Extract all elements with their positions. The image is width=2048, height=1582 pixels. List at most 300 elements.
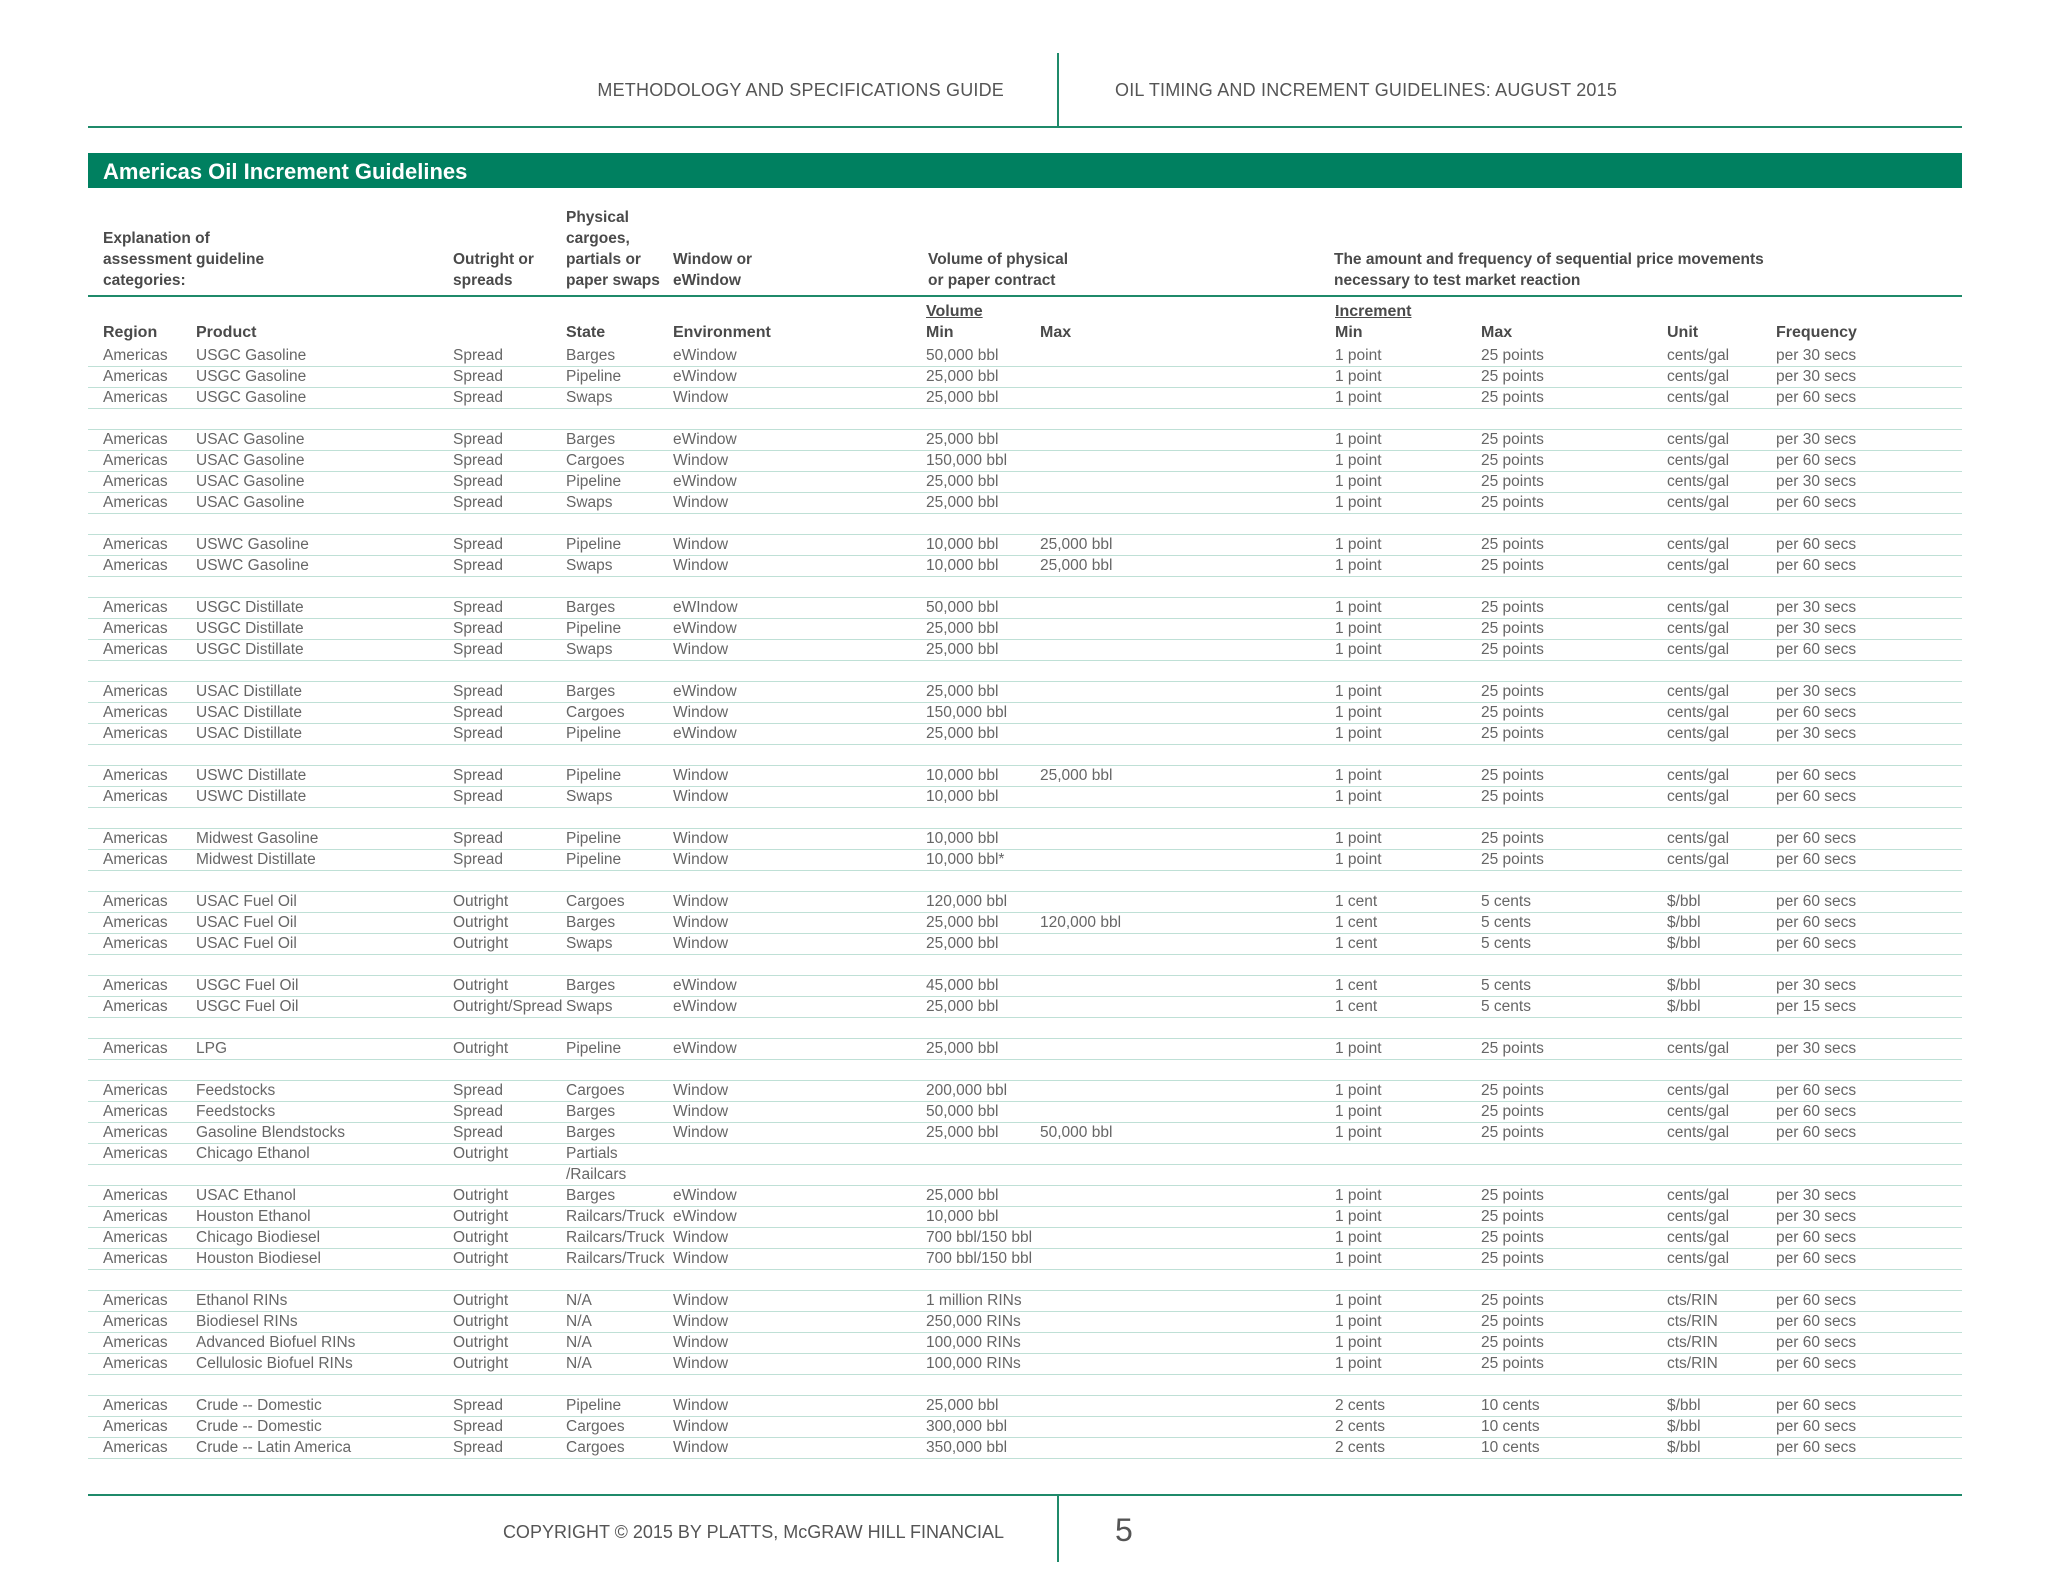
cell-increment-max: 5 cents: [1481, 998, 1531, 1015]
cell-product: USAC Gasoline: [196, 452, 305, 469]
cell-state: Pipeline: [566, 620, 622, 637]
cell-outright: Spread: [453, 704, 503, 721]
cell-outright: Spread: [453, 557, 503, 574]
cell-increment-max: 25 points: [1481, 1082, 1544, 1099]
cell-product: Crude -- Domestic: [196, 1397, 322, 1414]
cell-product: Chicago Biodiesel: [196, 1229, 321, 1246]
cell-unit: cents/gal: [1667, 1082, 1730, 1099]
amount-header: [1334, 249, 1764, 291]
cell-increment-min: 1 point: [1335, 1082, 1382, 1099]
cell-product: USGC Distillate: [196, 599, 304, 616]
volume-header: [928, 249, 1068, 291]
cell-product: LPG: [196, 1040, 228, 1057]
cell-environment: Window: [673, 1292, 729, 1309]
cell-region: Americas: [103, 347, 168, 364]
physical-line: partials or: [566, 251, 641, 268]
table-row: [88, 892, 1962, 913]
cell-increment-max: 25 points: [1481, 1292, 1544, 1309]
cell-unit: $/bbl: [1667, 914, 1701, 931]
cell-state: Swaps: [566, 494, 613, 511]
cell-unit: cts/RIN: [1667, 1313, 1718, 1330]
col-unit: Unit: [1667, 324, 1699, 341]
cell-state: Pipeline: [566, 1397, 622, 1414]
cell-state: Pipeline: [566, 725, 622, 742]
cell-state: Pipeline: [566, 830, 622, 847]
cell-volume-max: 120,000 bbl: [1040, 914, 1122, 931]
cell-outright: Spread: [453, 1103, 503, 1120]
cell-unit: cents/gal: [1667, 1040, 1730, 1057]
table-spacer-row: [88, 1375, 1962, 1396]
cell-volume-min: 150,000 bbl: [926, 704, 1008, 721]
cell-region: Americas: [103, 641, 168, 658]
cell-product: USGC Distillate: [196, 641, 304, 658]
cell-outright: Spread: [453, 431, 503, 448]
cell-increment-min: 1 point: [1335, 452, 1382, 469]
cell-increment-max: 10 cents: [1481, 1439, 1540, 1456]
cell-frequency: per 60 secs: [1776, 641, 1857, 658]
cell-increment-max: 5 cents: [1481, 977, 1531, 994]
table-row: [88, 346, 1962, 367]
cell-product: USGC Gasoline: [196, 368, 307, 385]
cell-increment-min: 1 point: [1335, 1334, 1382, 1351]
footer-rule: [88, 1494, 1962, 1496]
cell-region: Americas: [103, 1250, 168, 1267]
physical-header: [566, 207, 660, 291]
cell-increment-max: 25 points: [1481, 389, 1544, 406]
cell-environment: eWindow: [673, 620, 737, 637]
cell-volume-min: 100,000 RINs: [926, 1355, 1021, 1372]
table-row: [88, 1249, 1962, 1270]
cell-increment-min: 1 point: [1335, 1355, 1382, 1372]
cell-environment: eWindow: [673, 1040, 737, 1057]
cell-increment-min: 1 point: [1335, 389, 1382, 406]
cell-outright: Outright: [453, 977, 509, 994]
cell-product: Feedstocks: [196, 1082, 276, 1099]
cell-increment-max: 25 points: [1481, 536, 1544, 553]
cell-frequency: per 30 secs: [1776, 1208, 1857, 1225]
physical-line: paper swaps: [566, 272, 660, 289]
table-row: [88, 1165, 1962, 1186]
cell-product: Midwest Distillate: [196, 851, 316, 868]
cell-environment: eWindow: [673, 1208, 737, 1225]
cell-environment: Window: [673, 830, 729, 847]
cell-increment-max: 25 points: [1481, 1229, 1544, 1246]
explanation-line: Explanation of: [103, 230, 210, 247]
cell-volume-min: 200,000 bbl: [926, 1082, 1008, 1099]
volume-line: or paper contract: [928, 272, 1056, 289]
cell-region: Americas: [103, 998, 168, 1015]
cell-frequency: per 30 secs: [1776, 1187, 1857, 1204]
header-separator: [88, 295, 1962, 297]
cell-state: Barges: [566, 1124, 616, 1141]
cell-increment-min: 1 point: [1335, 1187, 1382, 1204]
cell-volume-min: 25,000 bbl: [926, 494, 999, 511]
explanation-header: [103, 228, 264, 291]
table-row: [88, 724, 1962, 745]
cell-unit: $/bbl: [1667, 998, 1701, 1015]
table-row: [88, 1291, 1962, 1312]
cell-environment: eWIndow: [673, 599, 738, 616]
table-spacer-row: [88, 1018, 1962, 1039]
cell-region: Americas: [103, 1208, 168, 1225]
window-line: Window or: [673, 251, 753, 268]
cell-increment-max: 25 points: [1481, 431, 1544, 448]
cell-product: Crude -- Latin America: [196, 1439, 352, 1456]
cell-frequency: per 60 secs: [1776, 1334, 1857, 1351]
cell-increment-min: 1 cent: [1335, 977, 1378, 994]
cell-outright: Spread: [453, 683, 503, 700]
cell-state: Pipeline: [566, 536, 622, 553]
cell-increment-max: 25 points: [1481, 452, 1544, 469]
col-region: Region: [103, 324, 158, 341]
table-spacer-row: [88, 577, 1962, 598]
cell-state: Barges: [566, 431, 616, 448]
cell-increment-min: 1 point: [1335, 641, 1382, 658]
cell-volume-min: 10,000 bbl: [926, 788, 999, 805]
cell-volume-min: 1 million RINs: [926, 1292, 1022, 1309]
cell-state: Barges: [566, 1187, 616, 1204]
cell-environment: Window: [673, 1397, 729, 1414]
table-row: [88, 1186, 1962, 1207]
table-spacer-row: [88, 1060, 1962, 1081]
cell-increment-min: 1 point: [1335, 1313, 1382, 1330]
cell-product: USGC Gasoline: [196, 389, 307, 406]
cell-unit: cents/gal: [1667, 641, 1730, 658]
cell-unit: cts/RIN: [1667, 1292, 1718, 1309]
table-row: [88, 1081, 1962, 1102]
cell-volume-min: 150,000 bbl: [926, 452, 1008, 469]
cell-increment-min: 1 point: [1335, 830, 1382, 847]
cell-volume-max: 25,000 bbl: [1040, 767, 1113, 784]
cell-increment-max: 25 points: [1481, 704, 1544, 721]
cell-environment: eWindow: [673, 473, 737, 490]
cell-product: Chicago Ethanol: [196, 1145, 310, 1162]
table-row: [88, 850, 1962, 871]
cell-frequency: per 60 secs: [1776, 1250, 1857, 1267]
cell-region: Americas: [103, 473, 168, 490]
cell-outright: Spread: [453, 1439, 503, 1456]
cell-unit: cents/gal: [1667, 1250, 1730, 1267]
cell-environment: eWindow: [673, 977, 737, 994]
cell-frequency: per 60 secs: [1776, 1292, 1857, 1309]
cell-frequency: per 60 secs: [1776, 1355, 1857, 1372]
cell-outright: Spread: [453, 536, 503, 553]
cell-region: Americas: [103, 1439, 168, 1456]
cell-state: Barges: [566, 347, 616, 364]
cell-volume-min: 25,000 bbl: [926, 1124, 999, 1141]
cell-volume-min: 10,000 bbl: [926, 830, 999, 847]
cell-unit: $/bbl: [1667, 1439, 1701, 1456]
cell-state: Barges: [566, 977, 616, 994]
cell-state: Cargoes: [566, 1418, 625, 1435]
table-row: [88, 1123, 1962, 1144]
cell-region: Americas: [103, 536, 168, 553]
cell-increment-min: 1 point: [1335, 788, 1382, 805]
col-increment-min: Min: [1335, 324, 1363, 341]
cell-volume-max: 25,000 bbl: [1040, 536, 1113, 553]
cell-product: USAC Ethanol: [196, 1187, 296, 1204]
cell-increment-min: 1 point: [1335, 767, 1382, 784]
cell-frequency: per 30 secs: [1776, 1040, 1857, 1057]
section-title: Americas Oil Increment Guidelines: [103, 159, 468, 184]
table-row: [88, 472, 1962, 493]
cell-product: Ethanol RINs: [196, 1292, 288, 1309]
cell-frequency: per 60 secs: [1776, 1313, 1857, 1330]
cell-outright: Spread: [453, 1397, 503, 1414]
cell-unit: cents/gal: [1667, 851, 1730, 868]
cell-region: Americas: [103, 977, 168, 994]
cell-unit: cents/gal: [1667, 557, 1730, 574]
cell-outright: Outright: [453, 1208, 509, 1225]
cell-volume-min: 100,000 RINs: [926, 1334, 1021, 1351]
cell-increment-max: 25 points: [1481, 830, 1544, 847]
table-row: [88, 1417, 1962, 1438]
table-spacer-row: [88, 808, 1962, 829]
cell-increment-min: 1 point: [1335, 1292, 1382, 1309]
cell-outright: Outright: [453, 1334, 509, 1351]
cell-region: Americas: [103, 725, 168, 742]
cell-volume-min: 10,000 bbl*: [926, 851, 1005, 868]
cell-increment-min: 1 point: [1335, 725, 1382, 742]
cell-increment-max: 25 points: [1481, 620, 1544, 637]
cell-product: Houston Biodiesel: [196, 1250, 321, 1267]
cell-product: Biodiesel RINs: [196, 1313, 298, 1330]
cell-unit: $/bbl: [1667, 935, 1701, 952]
cell-frequency: per 60 secs: [1776, 1103, 1857, 1120]
cell-environment: Window: [673, 1313, 729, 1330]
outright-header: [453, 249, 534, 291]
table-row: [88, 367, 1962, 388]
cell-frequency: per 60 secs: [1776, 788, 1857, 805]
cell-increment-max: 25 points: [1481, 1103, 1544, 1120]
cell-unit: cents/gal: [1667, 452, 1730, 469]
cell-state: Railcars/Truck: [566, 1229, 665, 1246]
cell-region: Americas: [103, 1292, 168, 1309]
cell-environment: Window: [673, 1103, 729, 1120]
cell-region: Americas: [103, 1040, 168, 1057]
cell-volume-min: 25,000 bbl: [926, 935, 999, 952]
cell-frequency: per 60 secs: [1776, 1082, 1857, 1099]
cell-region: Americas: [103, 830, 168, 847]
cell-outright: Outright: [453, 1040, 509, 1057]
cell-environment: eWindow: [673, 683, 737, 700]
cell-frequency: per 30 secs: [1776, 977, 1857, 994]
cell-outright: Outright: [453, 1355, 509, 1372]
table-row: [88, 787, 1962, 808]
cell-region: Americas: [103, 1313, 168, 1330]
cell-product: Cellulosic Biofuel RINs: [196, 1355, 353, 1372]
cell-frequency: per 60 secs: [1776, 1229, 1857, 1246]
cell-state: Barges: [566, 1103, 616, 1120]
cell-state: Swaps: [566, 641, 613, 658]
cell-state: Railcars/Truck: [566, 1250, 665, 1267]
cell-state: Partials: [566, 1145, 618, 1162]
table-spacer-row: [88, 409, 1962, 430]
cell-unit: cents/gal: [1667, 1124, 1730, 1141]
cell-state: Barges: [566, 914, 616, 931]
cell-volume-min: 25,000 bbl: [926, 641, 999, 658]
cell-region: Americas: [103, 368, 168, 385]
cell-product: Crude -- Domestic: [196, 1418, 322, 1435]
table-row: [88, 997, 1962, 1018]
cell-environment: Window: [673, 536, 729, 553]
cell-unit: cents/gal: [1667, 536, 1730, 553]
cell-state: N/A: [566, 1292, 592, 1309]
cell-environment: Window: [673, 788, 729, 805]
cell-environment: Window: [673, 1250, 729, 1267]
cell-increment-max: 25 points: [1481, 1208, 1544, 1225]
cell-product: USWC Distillate: [196, 767, 307, 784]
cell-increment-max: 25 points: [1481, 368, 1544, 385]
cell-unit: cents/gal: [1667, 368, 1730, 385]
cell-volume-min: 50,000 bbl: [926, 1103, 999, 1120]
cell-frequency: per 60 secs: [1776, 935, 1857, 952]
table-row: [88, 556, 1962, 577]
page-number: 5: [1115, 1512, 1133, 1548]
cell-region: Americas: [103, 788, 168, 805]
cell-outright: Outright: [453, 1292, 509, 1309]
explanation-line: categories:: [103, 272, 186, 289]
cell-volume-min: 120,000 bbl: [926, 893, 1008, 910]
cell-outright: Spread: [453, 641, 503, 658]
cell-volume-min: 25,000 bbl: [926, 368, 999, 385]
cell-outright: Spread: [453, 599, 503, 616]
cell-outright: Spread: [453, 389, 503, 406]
table-spacer-row: [88, 745, 1962, 766]
cell-increment-min: 1 point: [1335, 1124, 1382, 1141]
cell-frequency: per 30 secs: [1776, 431, 1857, 448]
cell-increment-max: 25 points: [1481, 683, 1544, 700]
cell-increment-min: 1 point: [1335, 1103, 1382, 1120]
cell-increment-min: 1 point: [1335, 1229, 1382, 1246]
cell-volume-min: 700 bbl/150 bbl: [926, 1250, 1033, 1267]
cell-product: USAC Fuel Oil: [196, 935, 297, 952]
cell-increment-max: 25 points: [1481, 473, 1544, 490]
col-volume-max: Max: [1040, 324, 1072, 341]
cell-increment-max: 25 points: [1481, 494, 1544, 511]
cell-product: Feedstocks: [196, 1103, 276, 1120]
cell-outright: Spread: [453, 851, 503, 868]
cell-outright: Spread: [453, 1124, 503, 1141]
cell-region: Americas: [103, 914, 168, 931]
table-spacer-row: [88, 1270, 1962, 1291]
cell-environment: Window: [673, 452, 729, 469]
cell-state: Swaps: [566, 557, 613, 574]
cell-environment: Window: [673, 914, 729, 931]
cell-region: Americas: [103, 1355, 168, 1372]
cell-volume-min: 25,000 bbl: [926, 389, 999, 406]
cell-product: USAC Distillate: [196, 683, 302, 700]
cell-region: Americas: [103, 1124, 168, 1141]
cell-increment-min: 1 point: [1335, 704, 1382, 721]
cell-state: /Railcars: [566, 1166, 627, 1183]
cell-product: USAC Fuel Oil: [196, 893, 297, 910]
cell-outright: Outright: [453, 1187, 509, 1204]
cell-volume-min: 25,000 bbl: [926, 683, 999, 700]
cell-increment-min: 1 cent: [1335, 935, 1378, 952]
cell-frequency: per 60 secs: [1776, 494, 1857, 511]
cell-environment: Window: [673, 641, 729, 658]
cell-outright: Outright: [453, 893, 509, 910]
cell-increment-min: 1 point: [1335, 347, 1382, 364]
cell-outright: Outright: [453, 1313, 509, 1330]
table-spacer-row: [88, 661, 1962, 682]
cell-frequency: per 60 secs: [1776, 557, 1857, 574]
cell-volume-min: 50,000 bbl: [926, 347, 999, 364]
cell-unit: cents/gal: [1667, 599, 1730, 616]
cell-increment-min: 1 point: [1335, 1208, 1382, 1225]
cell-outright: Outright: [453, 1145, 509, 1162]
table-row: [88, 934, 1962, 955]
cell-environment: Window: [673, 893, 729, 910]
cell-volume-min: 10,000 bbl: [926, 1208, 999, 1225]
cell-volume-min: 25,000 bbl: [926, 725, 999, 742]
cell-outright: Spread: [453, 830, 503, 847]
physical-line: Physical: [566, 209, 629, 226]
cell-state: Pipeline: [566, 767, 622, 784]
cell-increment-max: 25 points: [1481, 1355, 1544, 1372]
cell-increment-max: 5 cents: [1481, 935, 1531, 952]
cell-state: Barges: [566, 599, 616, 616]
cell-unit: cents/gal: [1667, 830, 1730, 847]
cell-region: Americas: [103, 1397, 168, 1414]
cell-outright: Spread: [453, 1418, 503, 1435]
cell-state: Barges: [566, 683, 616, 700]
cell-environment: Window: [673, 767, 729, 784]
cell-unit: cents/gal: [1667, 1208, 1730, 1225]
cell-increment-min: 1 cent: [1335, 893, 1378, 910]
cell-environment: Window: [673, 1124, 729, 1141]
cell-state: Cargoes: [566, 1439, 625, 1456]
cell-frequency: per 60 secs: [1776, 1397, 1857, 1414]
cell-volume-min: 700 bbl/150 bbl: [926, 1229, 1033, 1246]
cell-frequency: per 15 secs: [1776, 998, 1857, 1015]
cell-increment-max: 25 points: [1481, 557, 1544, 574]
table-row: [88, 913, 1962, 934]
cell-outright: Spread: [453, 368, 503, 385]
outright-line: Outright or: [453, 251, 534, 268]
cell-volume-min: 10,000 bbl: [926, 767, 999, 784]
table-row: [88, 451, 1962, 472]
window-line: eWindow: [673, 272, 741, 289]
cell-outright: Outright: [453, 1250, 509, 1267]
header-rule: [88, 126, 1962, 128]
cell-product: USWC Distillate: [196, 788, 307, 805]
cell-frequency: per 60 secs: [1776, 1439, 1857, 1456]
cell-increment-max: 25 points: [1481, 1040, 1544, 1057]
cell-product: USGC Fuel Oil: [196, 998, 299, 1015]
cell-product: Midwest Gasoline: [196, 830, 319, 847]
cell-volume-min: 25,000 bbl: [926, 473, 999, 490]
cell-frequency: per 60 secs: [1776, 830, 1857, 847]
cell-environment: eWindow: [673, 431, 737, 448]
table-row: [88, 1333, 1962, 1354]
volume-line: Volume of physical: [928, 251, 1069, 268]
cell-unit: cents/gal: [1667, 494, 1730, 511]
cell-frequency: per 30 secs: [1776, 473, 1857, 490]
cell-frequency: per 30 secs: [1776, 683, 1857, 700]
cell-frequency: per 60 secs: [1776, 704, 1857, 721]
cell-volume-min: 25,000 bbl: [926, 1187, 999, 1204]
cell-product: USAC Gasoline: [196, 431, 305, 448]
cell-product: USWC Gasoline: [196, 557, 309, 574]
cell-outright: Outright: [453, 935, 509, 952]
increment-label: Increment: [1335, 303, 1412, 320]
cell-environment: Window: [673, 851, 729, 868]
cell-increment-min: 1 point: [1335, 368, 1382, 385]
cell-region: Americas: [103, 683, 168, 700]
table-row: [88, 1396, 1962, 1417]
